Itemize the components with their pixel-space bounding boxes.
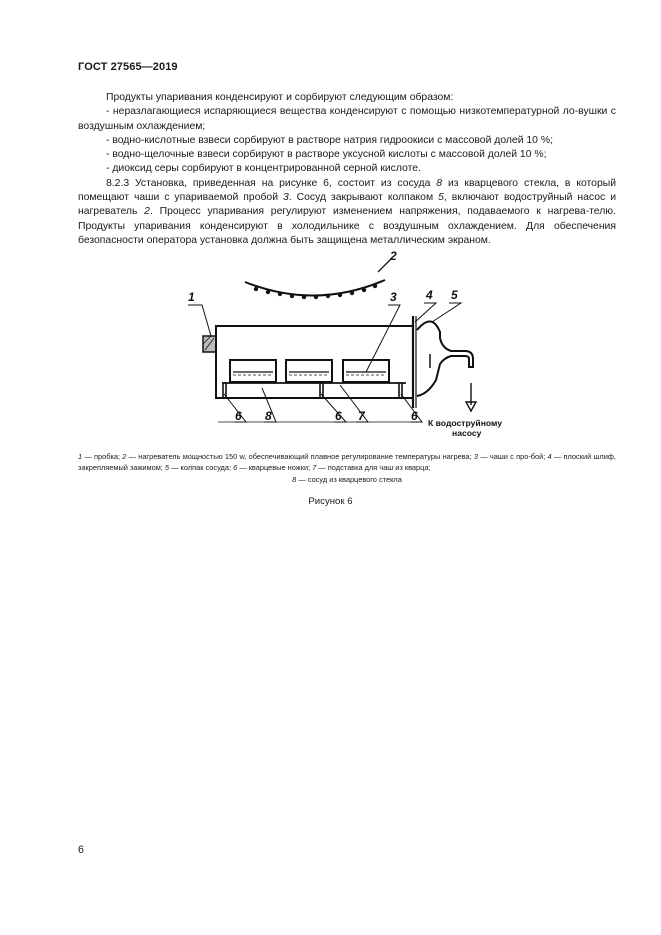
apparatus-diagram <box>170 240 530 440</box>
intro-paragraph: Продукты упаривания конденсируют и сорбируют следующим образом: <box>106 92 454 103</box>
page-number: 6 <box>78 844 84 856</box>
pump-note: К водоструйному <box>428 418 503 428</box>
body-text <box>78 91 616 248</box>
label-6-legs: 6 <box>335 409 342 423</box>
sample-cups <box>230 360 389 382</box>
legend-text: 1 — пробка; 2 — нагреватель мощностью 150 w, обеспечивающий плавное регулирование температуры нагрева; 3 — чаши с про-бой; 4 — плоский шлиф, закрепляемый зажимом; 5 — колпак сосуда; 6 — кварцевые ножки; 7 — подставка для чаш из кварца; <box>78 452 616 473</box>
label-4-ground-joint: 4 <box>426 288 433 302</box>
pump-note: насосу <box>452 428 482 438</box>
list-item: - неразлагающиеся испаряющиеся вещества конденсируют с помощью низкотемпературной ло-вушки с воздушным охлаждением; <box>78 106 616 132</box>
label-8-vessel: 8 <box>265 409 272 423</box>
label-3-cups: 3 <box>390 290 397 304</box>
label-7-stand: 7 <box>358 409 365 423</box>
list-item: - водно-кислотные взвеси сорбируют в растворе натрия гидроокиси с массовой долей 10 %; <box>106 134 553 146</box>
legend-last-line: 8 — сосуд из кварцевого стекла <box>292 474 402 484</box>
list-item: - диоксид серы сорбируют в концентрированной серной кислоте. <box>106 163 421 175</box>
label-5-cap: 5 <box>451 288 458 302</box>
vessel-cap <box>417 321 473 396</box>
figure-6-apparatus <box>170 240 530 440</box>
quartz-legs <box>223 383 402 398</box>
label-6-legs: 6 <box>411 409 418 423</box>
list-item: - водно-щелочные взвеси сорбируют в растворе уксусной кислоты с массовой долей 10 %; <box>106 149 547 161</box>
heater-arc <box>245 280 385 296</box>
label-2-heater: 2 <box>390 249 397 263</box>
document-header: ГОСТ 27565—2019 <box>78 61 178 73</box>
section-paragraph-8-2-3: 8.2.3 Установка, приведенная на рисунке 6, состоит из сосуда 8 из кварцевого стекла, в который помещают чаши с упариваемой пробой 3. Сосуд закрывают колпаком 5, включают водоструйный насос и нагреватель 2. Процесс упаривания регулируют изменением напряжения, подаваемого к нагрева-телю. Продукты упаривания конденсируют в холодильнике с воздушным охлаждением. Для обеспечения безопасности оператора установка должна быть защищена металлическим экраном. <box>78 177 616 246</box>
label-1-stopper: 1 <box>188 290 195 304</box>
figure-title: Рисунок 6 <box>308 496 353 507</box>
label-6-legs: 6 <box>235 409 242 423</box>
figure-legend <box>78 451 616 485</box>
